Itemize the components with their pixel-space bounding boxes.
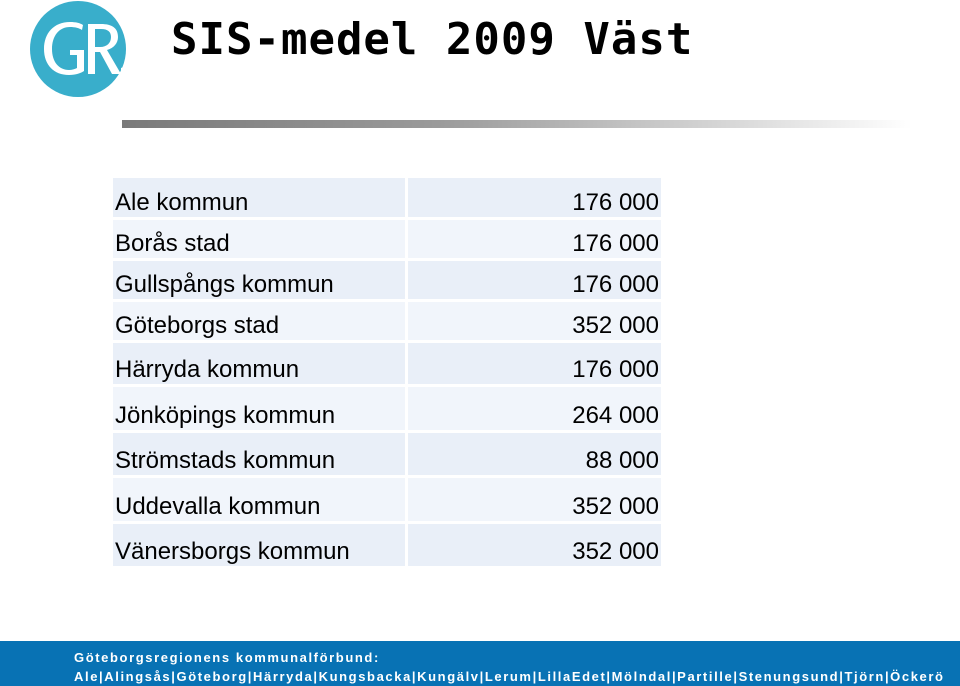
amount-value: 88 000	[407, 431, 662, 476]
amount-value: 264 000	[407, 385, 662, 431]
municipality-name: Uddevalla kommun	[113, 476, 407, 522]
municipality-name: Gullspångs kommun	[113, 259, 407, 300]
funding-table	[113, 178, 661, 569]
footer-bar	[0, 641, 960, 686]
municipality-name: Strömstads kommun	[113, 431, 407, 476]
amount-value: 352 000	[407, 300, 662, 341]
table-row	[113, 178, 661, 218]
table-row	[113, 341, 661, 385]
municipality-name: Jönköpings kommun	[113, 385, 407, 431]
amount-value: 176 000	[407, 341, 662, 385]
table-row	[113, 300, 661, 341]
amount-value: 352 000	[407, 476, 662, 522]
amount-value: 176 000	[407, 259, 662, 300]
table-row	[113, 522, 661, 567]
header-divider	[122, 120, 912, 128]
amount-value: 352 000	[407, 522, 662, 567]
table-row	[113, 259, 661, 300]
gr-logo-icon	[26, 0, 136, 100]
table-row	[113, 431, 661, 476]
municipality-name: Göteborgs stad	[113, 300, 407, 341]
footer-member-list: Ale|Alingsås|Göteborg|Härryda|Kungsbacka|Kungälv|Lerum|LillaEdet|Mölndal|Partille|Stenungsund|Tjörn|Öckerö	[74, 669, 945, 684]
table-row	[113, 385, 661, 431]
page-title: SIS-medel 2009 Väst	[171, 14, 694, 65]
municipality-name: Ale kommun	[113, 178, 407, 218]
amount-value: 176 000	[407, 178, 662, 218]
municipality-name: Vänersborgs kommun	[113, 522, 407, 567]
gr-logo	[26, 0, 136, 100]
footer-org-name: Göteborgsregionens kommunalförbund:	[74, 650, 380, 665]
municipality-name: Borås stad	[113, 218, 407, 259]
municipality-name: Härryda kommun	[113, 341, 407, 385]
table-row	[113, 476, 661, 522]
amount-value: 176 000	[407, 218, 662, 259]
table-row	[113, 218, 661, 259]
